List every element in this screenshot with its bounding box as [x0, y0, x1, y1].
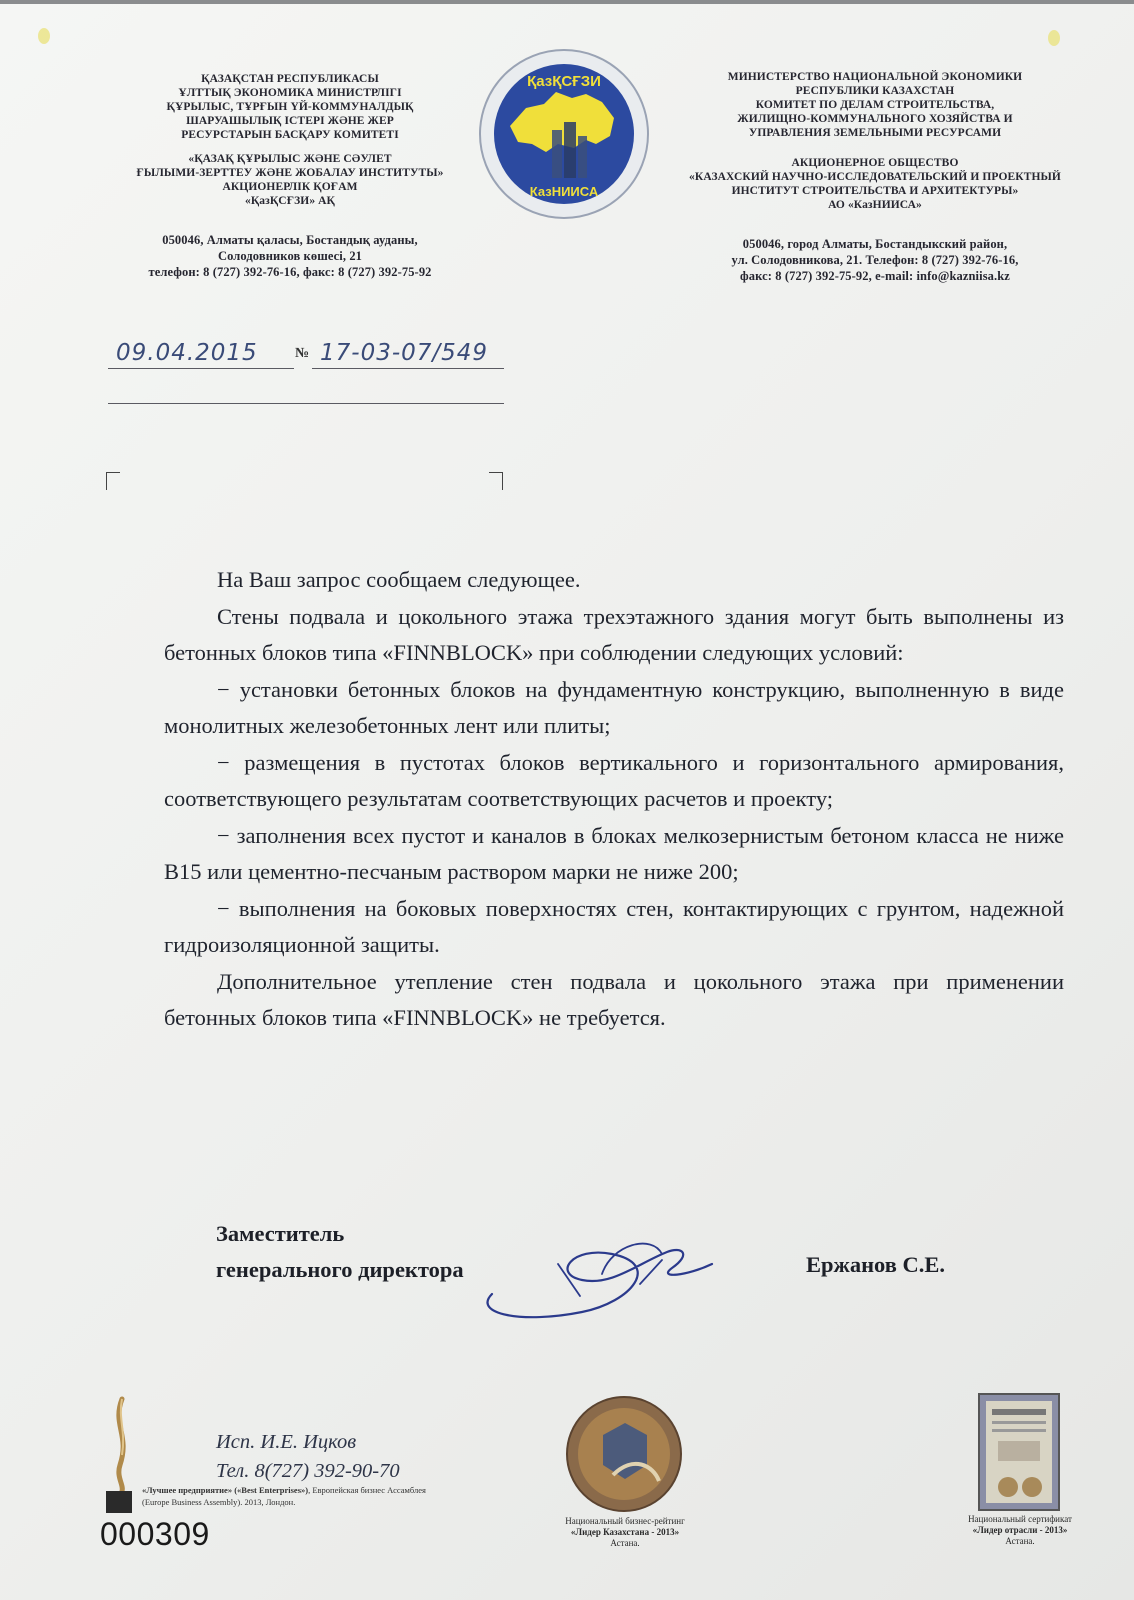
header-right-org-line: «КАЗАХСКИЙ НАУЧНО-ИССЛЕДОВАТЕЛЬСКИЙ И ПРОЕКТНЫЙ	[689, 171, 1061, 183]
handwritten-date: 09.04.2015	[116, 340, 258, 366]
header-left-org-line: «ҚАЗАҚ ҚҰРЫЛЫС ЖӘНЕ СӘУЛЕТ	[188, 153, 392, 165]
header-left-org-line: АКЦИОНЕРЛІК ҚОҒАМ	[222, 181, 358, 193]
header-left-ministry-line: РЕСУРСТАРЫН БАСҚАРУ КОМИТЕТІ	[181, 129, 399, 141]
award-center-line: Астана.	[610, 1538, 640, 1548]
header-right-address-line: 050046, город Алматы, Бостандыкский район,	[742, 237, 1008, 251]
institute-logo	[474, 44, 654, 224]
header-left-org-line: «ҚазҚСҒЗИ» АҚ	[244, 195, 335, 207]
executor-phone: Тел. 8(727) 392-90-70	[216, 1460, 400, 1482]
header-left-address-line: Солодовников көшесі, 21	[217, 249, 363, 263]
body-paragraph: − выполнения на боковых поверхностях стен, контактирующих с грунтом, надежной гидроизоляционной защиты.	[164, 895, 1064, 957]
award-center-line: «Лидер Казахстана - 2013»	[570, 1527, 680, 1537]
handwritten-signature	[462, 1224, 732, 1332]
award-left-line2: (Europe Business Assembly). 2013, Лондон.	[142, 1497, 296, 1507]
address-corner-mark	[489, 472, 503, 490]
body-paragraph: − размещения в пустотах блоков вертикального и горизонтального армирования, соответствующего результатам соответствующих расчетов и проекту;	[164, 749, 1064, 811]
stain-mark	[1048, 30, 1060, 46]
header-left-org-line: ҒЫЛЫМИ-ЗЕРТТЕУ ЖӘНЕ ЖОБАЛАУ ИНСТИТУТЫ»	[136, 167, 444, 179]
body-paragraph: − заполнения всех пустот и каналов в блоках мелкозернистым бетоном класса не ниже В15 или цементно-песчаным раствором марки не ниже 200;	[164, 822, 1064, 884]
trophy-icon	[100, 1395, 138, 1515]
body-paragraph: На Ваш запрос сообщаем следующее.	[217, 567, 581, 592]
award-center-line: Национальный бизнес-рейтинг	[565, 1516, 685, 1526]
reference-blank-line	[108, 403, 504, 404]
header-right-org-line: ИНСТИТУТ СТРОИТЕЛЬСТВА И АРХИТЕКТУРЫ»	[731, 185, 1019, 197]
award-left-caption	[142, 1484, 542, 1508]
header-right	[660, 70, 1090, 284]
body-paragraph: Дополнительное утепление стен подвала и цокольного этажа при применении бетонных блоков типа «FINNBLOCK» не требуется.	[164, 968, 1064, 1030]
header-right-ministry-line: МИНИСТЕРСТВО НАЦИОНАЛЬНОЙ ЭКОНОМИКИ	[727, 71, 1023, 83]
header-right-ministry-line: ЖИЛИЩНО-КОММУНАЛЬНОГО ХОЗЯЙСТВА И	[737, 113, 1013, 125]
header-left-address-line: телефон: 8 (727) 392-76-16, факс: 8 (727) 392-75-92	[148, 265, 432, 279]
scan-edge	[0, 0, 1134, 4]
header-right-org-line: АКЦИОНЕРНОЕ ОБЩЕСТВО	[791, 157, 959, 169]
medal-icon	[563, 1395, 685, 1513]
stain-mark	[38, 28, 50, 44]
header-left-address-line: 050046, Алматы қаласы, Бостандық ауданы,	[162, 233, 418, 247]
reference-row	[108, 340, 504, 370]
address-corner-mark	[106, 472, 120, 490]
header-right-org-line: АО «КазНИИСА»	[828, 199, 922, 211]
executor-block	[216, 1428, 400, 1486]
position-line: генерального директора	[216, 1257, 464, 1282]
position-line: Заместитель	[216, 1221, 345, 1246]
award-center-caption	[520, 1516, 730, 1549]
number-sign: №	[295, 346, 310, 361]
handwritten-number: 17-03-07/549	[320, 340, 489, 366]
award-right-line: Астана.	[1005, 1536, 1035, 1546]
letter-body	[164, 562, 1064, 1037]
signatory-name: Ержанов С.Е.	[806, 1252, 946, 1277]
certificate-icon	[978, 1393, 1060, 1511]
date-underline	[108, 368, 294, 369]
header-left	[100, 72, 480, 280]
header-left-ministry-line: ҚҰРЫЛЫС, ТҰРҒЫН ҮЙ-КОММУНАЛДЫҚ	[166, 101, 414, 113]
award-right-line: «Лидер отрасли - 2013»	[972, 1525, 1068, 1535]
header-left-ministry-line: ҰЛТТЫҚ ЭКОНОМИКА МИНИСТРЛІГІ	[178, 87, 402, 99]
body-paragraph: Стены подвала и цокольного этажа трехэтажного здания могут быть выполнены из бетонных блоков типа «FINNBLOCK» при соблюдении следующих условий:	[164, 603, 1064, 665]
header-left-ministry-line: ШАРУАШЫЛЫҚ ІСТЕРІ ЖӘНЕ ЖЕР	[186, 115, 394, 127]
header-left-ministry-line: ҚАЗАҚСТАН РЕСПУБЛИКАСЫ	[201, 73, 379, 85]
header-right-address-line: факс: 8 (727) 392-75-92, e-mail: info@kazniisa.kz	[740, 269, 1010, 283]
signatory-position	[216, 1216, 464, 1288]
logo-bottom-text: КазНИИСА	[529, 184, 599, 199]
award-right-line: Национальный сертификат	[968, 1514, 1072, 1524]
serial-number: 000309	[100, 1516, 210, 1552]
number-underline	[312, 368, 504, 369]
award-left-rest: , Европейская бизнес Ассамблея	[308, 1485, 426, 1495]
header-right-ministry-line: УПРАВЛЕНИЯ ЗЕМЕЛЬНЫМИ РЕСУРСАМИ	[748, 127, 1002, 139]
header-right-ministry-line: РЕСПУБЛИКИ КАЗАХСТАН	[795, 85, 955, 97]
header-right-ministry-line: КОМИТЕТ ПО ДЕЛАМ СТРОИТЕЛЬСТВА,	[755, 99, 995, 111]
body-paragraph: − установки бетонных блоков на фундаментную конструкцию, выполненную в виде монолитных железобетонных лент или плиты;	[164, 676, 1064, 738]
executor-name: Исп. И.Е. Ицков	[216, 1431, 357, 1453]
award-right-caption	[940, 1514, 1100, 1547]
logo-top-text: ҚазҚСҒЗИ	[527, 73, 601, 90]
award-left-bold: «Лучшее предприятие» («Best Enterprises»)	[142, 1485, 309, 1495]
header-right-address-line: ул. Солодовникова, 21. Телефон: 8 (727) 392-76-16,	[731, 253, 1019, 267]
